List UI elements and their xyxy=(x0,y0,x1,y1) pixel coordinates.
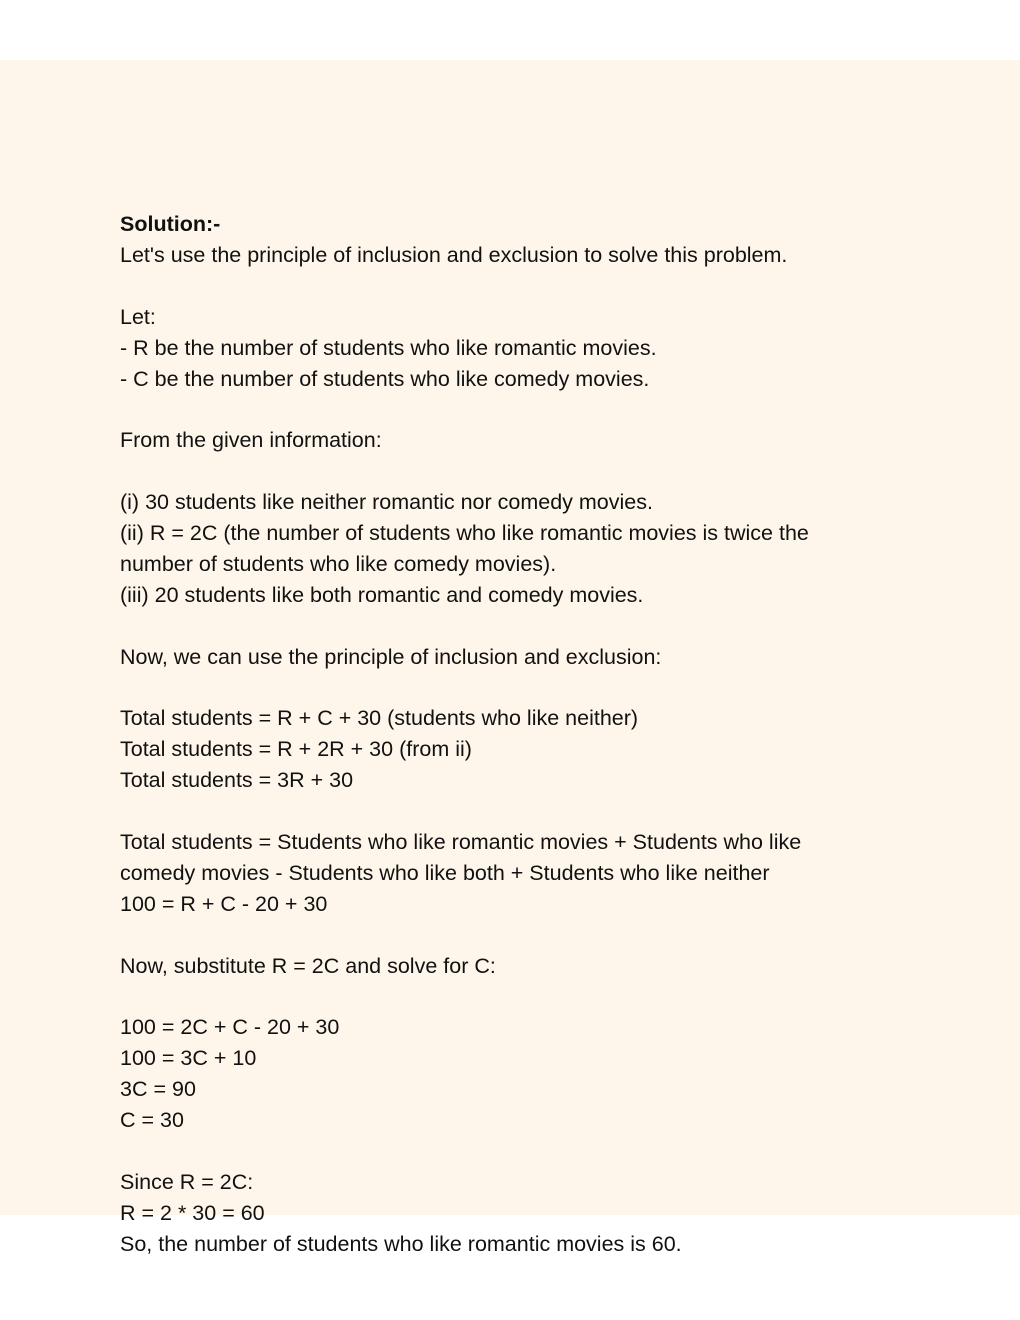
text-line: Let: xyxy=(120,304,156,329)
equation-line: Total students = R + C + 30 (students who like neither) xyxy=(120,706,639,731)
equation-line: 100 = 2C + C - 20 + 30 xyxy=(120,1015,340,1040)
text-line: (iii) 20 students like both romantic and comedy movies. xyxy=(120,582,644,607)
blank-line xyxy=(120,796,900,827)
text-line: Now, substitute R = 2C and solve for C: xyxy=(120,953,496,978)
text-line: - R be the number of students who like romantic movies. xyxy=(120,335,657,360)
solution-panel xyxy=(0,60,1020,1256)
blank-line xyxy=(120,920,900,951)
blank-line xyxy=(120,271,900,302)
blank-line xyxy=(120,456,900,487)
conclusion-line: So, the number of students who like romantic movies is 60. xyxy=(120,1231,682,1256)
text-line: - C be the number of students who like comedy movies. xyxy=(120,366,650,391)
solution-content xyxy=(120,209,900,1260)
equation-line: 100 = R + C - 20 + 30 xyxy=(120,891,328,916)
text-line: (ii) R = 2C (the number of students who like romantic movies is twice the xyxy=(120,521,809,546)
text-line: (i) 30 students like neither romantic nor comedy movies. xyxy=(120,490,653,515)
blank-line xyxy=(120,673,900,704)
text-line: number of students who like comedy movies). xyxy=(120,551,557,576)
blank-line xyxy=(120,394,900,425)
equation-line: 100 = 3C + 10 xyxy=(120,1046,257,1071)
text-line: Since R = 2C: xyxy=(120,1169,254,1194)
blank-line xyxy=(120,1136,900,1167)
solution-heading: Solution:- xyxy=(120,212,221,236)
equation-line: 3C = 90 xyxy=(120,1077,196,1102)
text-line: comedy movies - Students who like both + Students who like neither xyxy=(120,860,770,885)
blank-line xyxy=(120,611,900,642)
text-line: Total students = Students who like romantic movies + Students who like xyxy=(120,830,802,855)
equation-line: R = 2 * 30 = 60 xyxy=(120,1200,265,1225)
equation-line: Total students = R + 2R + 30 (from ii) xyxy=(120,737,472,762)
text-line: Now, we can use the principle of inclusion and exclusion: xyxy=(120,644,662,669)
equation-line: C = 30 xyxy=(120,1108,184,1133)
blank-line xyxy=(120,982,900,1013)
text-line: From the given information: xyxy=(120,428,382,453)
equation-line: Total students = 3R + 30 xyxy=(120,768,354,793)
text-line: Let's use the principle of inclusion and exclusion to solve this problem. xyxy=(120,242,788,267)
